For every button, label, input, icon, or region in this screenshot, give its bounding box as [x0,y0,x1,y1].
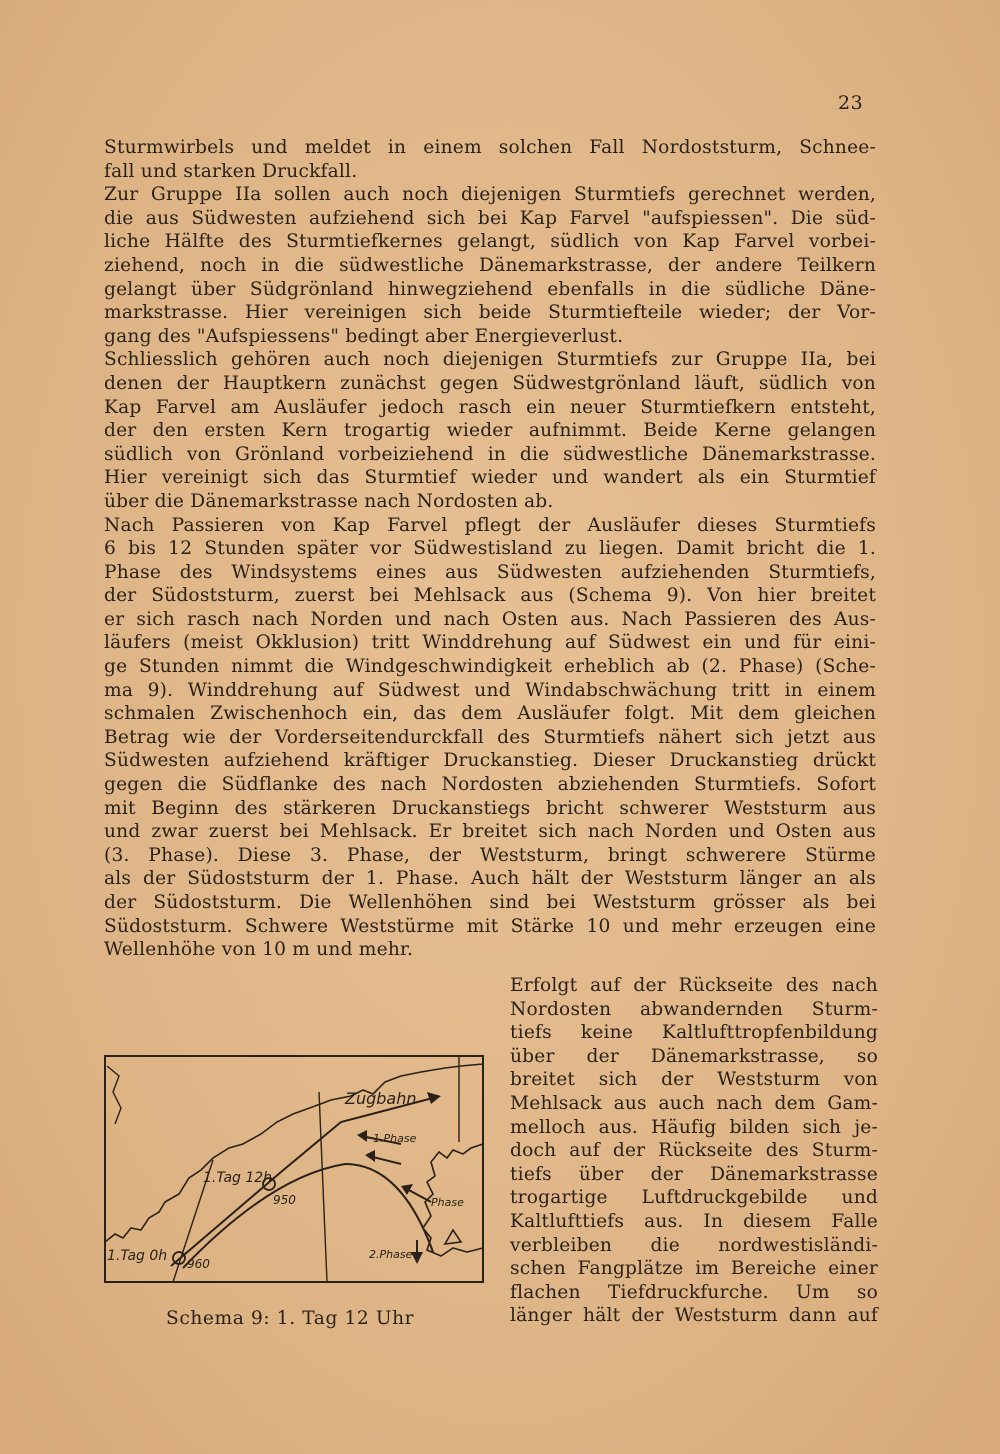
text-line: und zwar zuerst bei Mehlsack. Er breitet sich nach Norden und Osten aus [104,821,876,843]
label-day1-0h: 1.Tag 0h [107,1248,168,1264]
label-phase-2: 2.Phase [369,1248,413,1261]
side-column-text [510,974,878,1328]
text-line: südlich von Grönland vorbeiziehend in die südwestliche Dänemarkstrasse. [104,443,876,465]
label-phase-1: 1.Phase [373,1132,417,1145]
main-text [104,136,876,962]
text-line: über der Dänemarkstrasse, so [510,1045,878,1067]
text-line: Südwesten aufziehend kräftiger Druckanstieg. Dieser Druckanstieg drückt [104,750,876,772]
text-line: schmalen Zwischenhoch ein, das dem Ausläufer folgt. Mit dem gleichen [104,703,876,725]
text-line: Phase des Windsystems eines aus Südwesten aufziehenden Sturmtiefs, [104,561,876,583]
text-line: Kaltlufttiefs aus. In diesem Falle [510,1210,878,1232]
greenland-inland-line [107,1066,121,1124]
figure-caption: Schema 9: 1. Tag 12 Uhr [166,1308,415,1329]
text-line: fall und starken Druckfall. [104,160,358,182]
text-line: schen Fangplätze im Bereiche einer [510,1258,878,1280]
text-line: als der Südoststurm der 1. Phase. Auch hält der Weststurm länger an als [104,868,876,890]
text-line: (3. Phase). Diese 3. Phase, der Weststurm, bringt schwerere Stürme [104,844,876,866]
text-line: Nach Passieren von Kap Farvel pflegt der Ausläufer dieses Sturmtiefs [104,514,876,536]
text-line: er sich rasch nach Norden und nach Osten aus. Nach Passieren des Aus- [104,608,876,630]
text-line: Zur Gruppe IIa sollen auch noch diejenigen Sturmtiefs gerechnet werden, [104,184,876,206]
text-line: liche Hälfte des Sturmtiefkernes gelangt, südlich von Kap Farvel vorbei- [104,231,876,253]
text-line: melloch aus. Häufig bilden sich je- [510,1116,878,1138]
wind-arrowhead-2 [365,1150,375,1162]
text-line: der Südoststurm. Die Wellenhöhen sind bei Weststurm grösser als bei [104,892,876,913]
text-line: länger hält der Weststurm dann auf [510,1305,878,1327]
wind-arrowhead-4 [411,1252,423,1264]
text-line: Schliesslich gehören auch noch diejenigen Sturmtiefs zur Gruppe IIa, bei [104,349,876,371]
track-arrowhead [427,1092,441,1104]
front-triangle [445,1230,461,1244]
text-line: breitet sich der Weststurm von [510,1069,878,1091]
text-line: ziehend, noch in die südwestliche Dänemarkstrasse, der andere Teilkern [104,254,876,276]
wind-arrowhead-1 [357,1130,367,1142]
text-line: Nordosten abwandernden Sturm- [510,998,878,1020]
text-line: ge Stunden nimmt die Windgeschwindigkeit erheblich ab (2. Phase) (Sche- [104,656,876,678]
meridian-line-2 [319,1092,327,1282]
text-line: gelangt über Südgrönland hinwegziehend ebenfalls in die südliche Däne- [104,278,876,300]
text-line: verbleiben die nordwestisländi- [510,1234,878,1256]
text-line: der den ersten Kern trogartig wieder aufnimmt. Beide Kerne gelangen [104,420,876,442]
page-number: 23 [838,92,864,114]
text-line: denen der Hauptkern zunächst gegen Südwestgrönland läuft, südlich von [104,372,876,394]
label-pressure-960: 960 [187,1257,210,1271]
text-line: ma 9). Winddrehung auf Südwest und Windabschwächung tritt in einem [104,679,876,701]
text-line: Sturmwirbels und meldet in einem solchen Fall Nordoststurm, Schnee- [104,137,876,158]
text-line: Mehlsack aus auch nach dem Gam- [510,1092,878,1114]
label-day1-12h: 1.Tag 12h [203,1170,273,1186]
greenland-coastline [105,1064,483,1242]
text-line: Erfolgt auf der Rückseite des nach [510,975,878,996]
label-pressure-950: 950 [273,1193,296,1207]
text-line: flachen Tiefdruckfurche. Um so [510,1281,878,1303]
label-phase-3: Phase [431,1196,464,1209]
text-line: der Südoststurm, zuerst bei Mehlsack aus (Schema 9). Von hier breitet [104,585,876,607]
text-line: doch auf der Rückseite des Sturm- [510,1140,878,1162]
text-line: gegen die Südflanke des nach Nordosten abziehenden Sturmtiefs. Sofort [104,774,876,796]
text-line: Kap Farvel am Ausläufer jedoch rasch ein neuer Sturmtiefkern entsteht, [104,396,876,418]
text-line: Betrag wie der Vorderseitendurckfall des Sturmtiefs nähert sich jetzt aus [104,726,876,748]
text-line: läufers (meist Okklusion) tritt Winddrehung auf Südwest ein und für eini- [104,632,876,654]
text-line: gang des "Aufspiessens" bedingt aber Energieverlust. [104,325,624,347]
text-line: Hier vereinigt sich das Sturmtief wieder und wandert als ein Sturmtief [104,467,876,489]
text-line: mit Beginn des stärkeren Druckanstiegs bricht schwerer Weststurm aus [104,797,876,819]
text-line: tiefs keine Kaltlufttropfenbildung [510,1022,878,1044]
text-line: 6 bis 12 Stunden später vor Südwestisland zu liegen. Damit bricht die 1. [104,538,876,560]
text-line: trogartige Luftdruckgebilde und [510,1187,878,1209]
text-line: die aus Südwesten aufziehend sich bei Kap Farvel "aufspiessen". Die süd- [104,207,876,229]
text-line: tiefs über der Dänemarkstrasse [510,1163,878,1185]
label-zugbahn: Zugbahn [345,1089,417,1108]
text-line: über die Dänemarkstrasse nach Nordosten ab. [104,490,554,512]
text-line: Wellenhöhe von 10 m und mehr. [104,939,414,961]
weather-map-sketch [101,1052,487,1286]
text-line: markstrasse. Hier vereinigen sich beide Sturmtiefteile wieder; der Vor- [104,302,876,324]
text-line: Südoststurm. Schwere Weststürme mit Stärke 10 und mehr erzeugen eine [104,915,876,937]
schema-9-map [101,1052,487,1286]
